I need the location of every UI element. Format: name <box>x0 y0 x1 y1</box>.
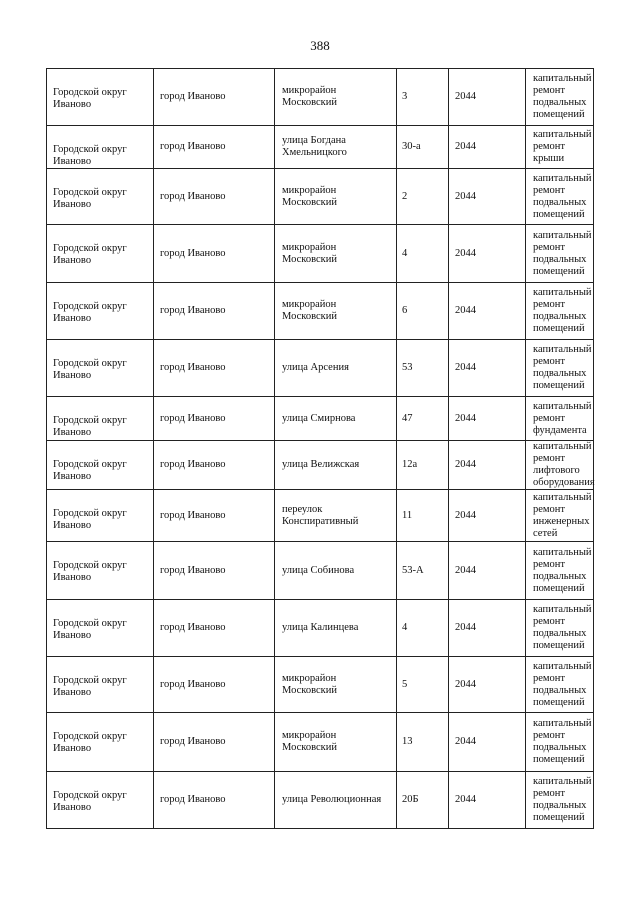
cell-street: улица Калинцева <box>275 600 397 657</box>
cell-work: капитальный ремонт подвальных помещений <box>526 340 594 397</box>
cell-district: Городской округ Иваново <box>47 225 154 283</box>
cell-district: Городской округ Иваново <box>47 441 154 490</box>
cell-district: Городской округ Иваново <box>47 169 154 225</box>
cell-district: Городской округ Иваново <box>47 126 154 169</box>
cell-city: город Иваново <box>154 490 275 542</box>
table-row <box>47 126 594 169</box>
cell-street: микрорайон Московский <box>275 225 397 283</box>
cell-street: микрорайон Московский <box>275 283 397 340</box>
cell-city: город Иваново <box>154 542 275 600</box>
cell-house: 13 <box>397 713 449 772</box>
table-row <box>47 772 594 829</box>
cell-work: капитальный ремонт подвальных помещений <box>526 600 594 657</box>
cell-city: город Иваново <box>154 283 275 340</box>
cell-street: улица Смирнова <box>275 397 397 441</box>
cell-street: микрорайон Московский <box>275 69 397 126</box>
cell-work: капитальный ремонт подвальных помещений <box>526 225 594 283</box>
cell-work: капитальный ремонт подвальных помещений <box>526 542 594 600</box>
cell-year: 2044 <box>449 490 526 542</box>
cell-street: улица Велижская <box>275 441 397 490</box>
table-row <box>47 600 594 657</box>
cell-house: 2 <box>397 169 449 225</box>
cell-work: капитальный ремонт лифтового оборудования <box>526 441 594 490</box>
table-row <box>47 657 594 713</box>
cell-house: 4 <box>397 225 449 283</box>
cell-year: 2044 <box>449 283 526 340</box>
cell-district: Городской округ Иваново <box>47 490 154 542</box>
table-row <box>47 397 594 441</box>
cell-work: капитальный ремонт подвальных помещений <box>526 283 594 340</box>
cell-street: улица Революционная <box>275 772 397 829</box>
cell-year: 2044 <box>449 69 526 126</box>
cell-district: Городской округ Иваново <box>47 772 154 829</box>
table-row <box>47 441 594 490</box>
cell-city: город Иваново <box>154 340 275 397</box>
cell-city: город Иваново <box>154 126 275 169</box>
cell-city: город Иваново <box>154 441 275 490</box>
cell-year: 2044 <box>449 169 526 225</box>
cell-house: 3 <box>397 69 449 126</box>
cell-street: переулок Конспиративный <box>275 490 397 542</box>
cell-street: улица Богдана Хмельницкого <box>275 126 397 169</box>
cell-year: 2044 <box>449 126 526 169</box>
cell-work: капитальный ремонт подвальных помещений <box>526 772 594 829</box>
cell-district: Городской округ Иваново <box>47 713 154 772</box>
cell-work: капитальный ремонт фундамента <box>526 397 594 441</box>
cell-district: Городской округ Иваново <box>47 340 154 397</box>
table-row <box>47 490 594 542</box>
cell-city: город Иваново <box>154 657 275 713</box>
cell-work: капитальный ремонт инженерных сетей <box>526 490 594 542</box>
cell-house: 53 <box>397 340 449 397</box>
cell-year: 2044 <box>449 397 526 441</box>
cell-year: 2044 <box>449 225 526 283</box>
cell-city: город Иваново <box>154 225 275 283</box>
cell-district: Городской округ Иваново <box>47 283 154 340</box>
cell-city: город Иваново <box>154 600 275 657</box>
cell-city: город Иваново <box>154 69 275 126</box>
cell-street: микрорайон Московский <box>275 713 397 772</box>
table-row <box>47 340 594 397</box>
cell-district: Городской округ Иваново <box>47 542 154 600</box>
cell-street: улица Собинова <box>275 542 397 600</box>
cell-street: улица Арсения <box>275 340 397 397</box>
cell-house: 4 <box>397 600 449 657</box>
cell-house: 5 <box>397 657 449 713</box>
cell-city: город Иваново <box>154 169 275 225</box>
cell-district: Городской округ Иваново <box>47 69 154 126</box>
table-row <box>47 542 594 600</box>
cell-house: 20Б <box>397 772 449 829</box>
cell-year: 2044 <box>449 340 526 397</box>
cell-work: капитальный ремонт крыши <box>526 126 594 169</box>
table-row <box>47 69 594 126</box>
cell-year: 2044 <box>449 600 526 657</box>
cell-year: 2044 <box>449 713 526 772</box>
cell-work: капитальный ремонт подвальных помещений <box>526 169 594 225</box>
cell-year: 2044 <box>449 772 526 829</box>
repair-table-body <box>47 69 594 829</box>
cell-work: капитальный ремонт подвальных помещений <box>526 69 594 126</box>
cell-year: 2044 <box>449 542 526 600</box>
cell-house: 6 <box>397 283 449 340</box>
cell-district: Городской округ Иваново <box>47 657 154 713</box>
cell-district: Городской округ Иваново <box>47 600 154 657</box>
cell-work: капитальный ремонт подвальных помещений <box>526 713 594 772</box>
cell-house: 47 <box>397 397 449 441</box>
cell-year: 2044 <box>449 657 526 713</box>
cell-street: микрорайон Московский <box>275 169 397 225</box>
repair-table <box>46 68 594 829</box>
cell-house: 12а <box>397 441 449 490</box>
cell-street: микрорайон Московский <box>275 657 397 713</box>
table-row <box>47 225 594 283</box>
page-number: 388 <box>310 38 330 53</box>
table-row <box>47 713 594 772</box>
cell-house: 30-а <box>397 126 449 169</box>
cell-house: 53-А <box>397 542 449 600</box>
cell-district: Городской округ Иваново <box>47 397 154 441</box>
cell-city: город Иваново <box>154 713 275 772</box>
table-row <box>47 169 594 225</box>
cell-city: город Иваново <box>154 772 275 829</box>
cell-house: 11 <box>397 490 449 542</box>
cell-city: город Иваново <box>154 397 275 441</box>
table-row <box>47 283 594 340</box>
cell-work: капитальный ремонт подвальных помещений <box>526 657 594 713</box>
cell-year: 2044 <box>449 441 526 490</box>
